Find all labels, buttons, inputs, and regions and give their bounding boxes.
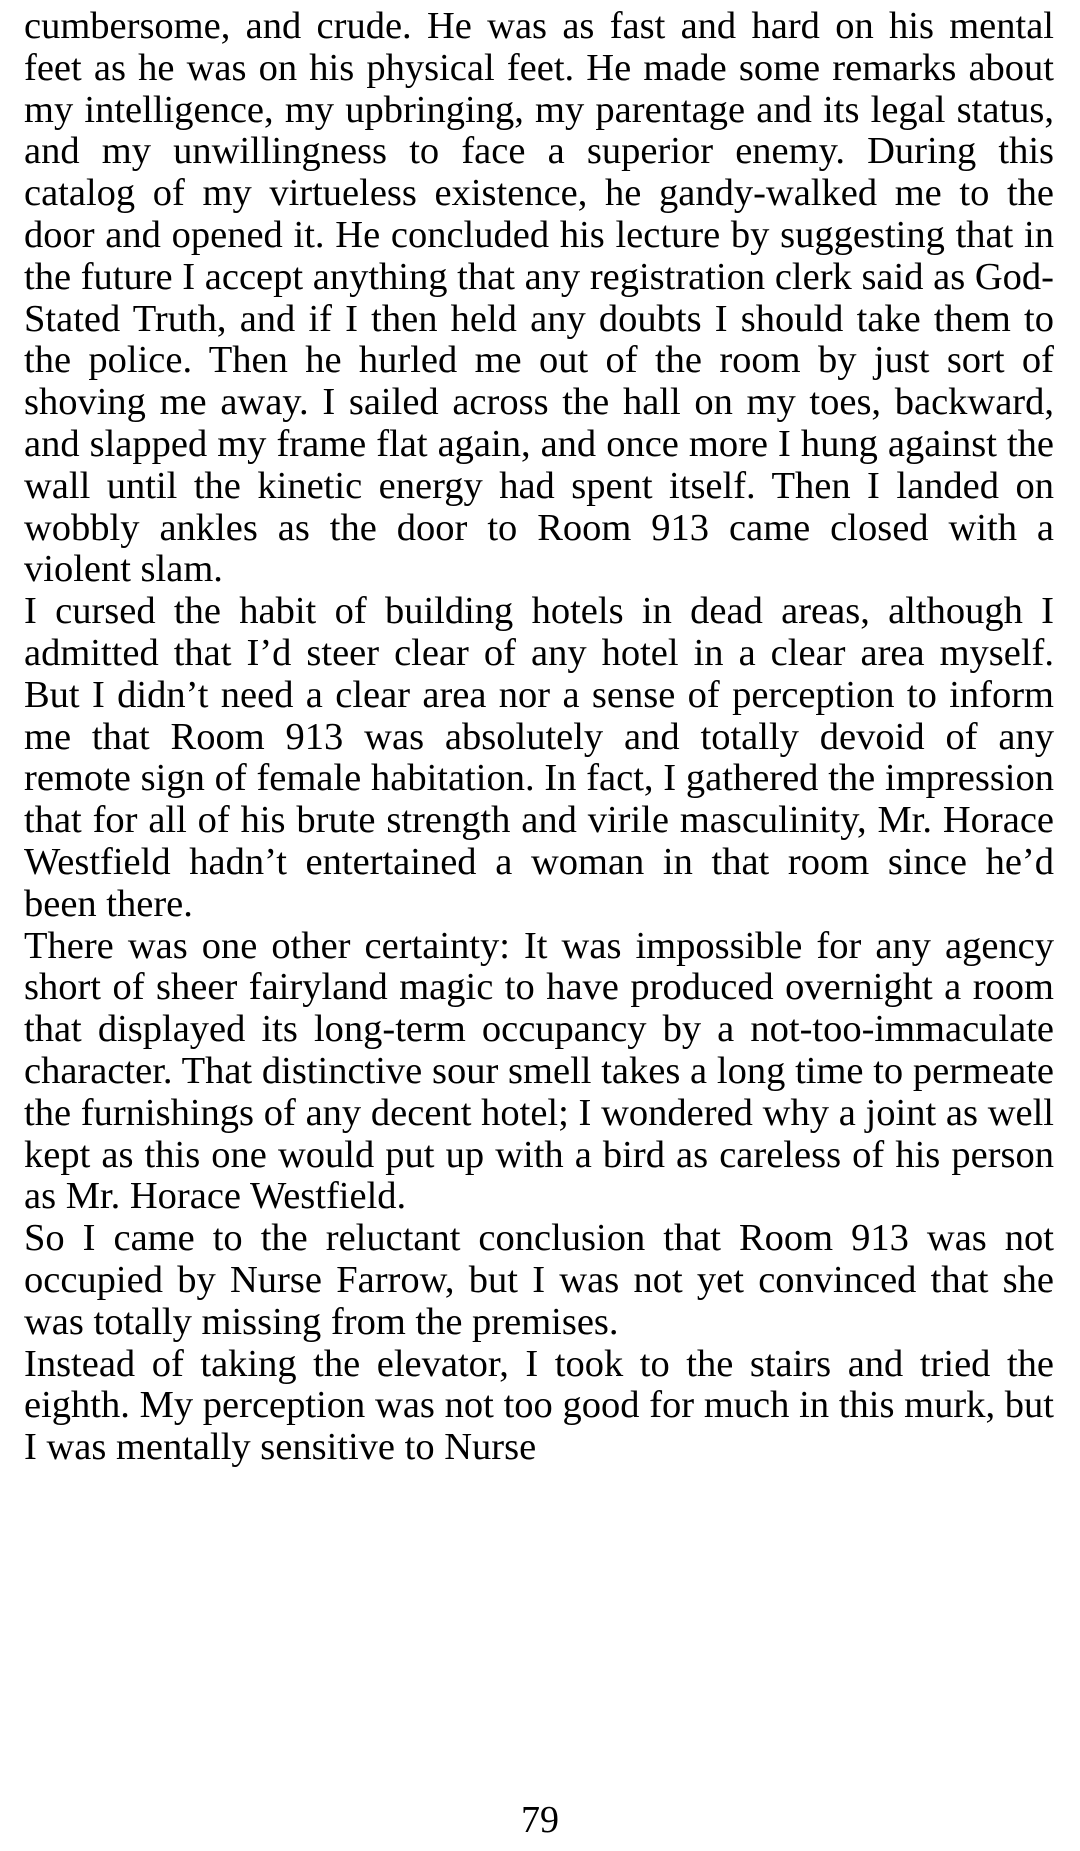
paragraph-4: So I came to the reluctant conclusion that Room 913 was not occupied by Nurse Farrow, but I was not yet convinced that she was totally missing from the premises.	[24, 1217, 1054, 1343]
paragraph-1: cumbersome, and crude. He was as fast and hard on his mental feet as he was on his physical feet. He made some remarks about my intelligence, my upbringing, my parentage and its legal status, and my unwillingness to face a superior enemy. During this catalog of my virtueless existence, he gandy-walked me to the door and opened it. He concluded his lecture by suggesting that in the future I accept anything that any registration clerk said as God-Stated Truth, and if I then held any doubts I should take them to the police. Then he hurled me out of the room by just sort of shoving me away. I sailed across the hall on my toes, backward, and slapped my frame flat again, and once more I hung against the wall until the kinetic energy had spent itself. Then I landed on wobbly ankles as the door to Room 913 came closed with a violent slam.	[24, 5, 1054, 591]
paragraph-2: I cursed the habit of building hotels in dead areas, although I admitted that I’d steer clear of any hotel in a clear area myself. But I didn’t need a clear area nor a sense of perception to inform me that Room 913 was absolutely and totally devoid of any remote sign of female habitation. In fact, I gathered the impression that for all of his brute strength and virile masculinity, Mr. Horace Westfield hadn’t entertained a woman in that room since he’d been there.	[24, 590, 1054, 925]
paragraph-3: There was one other certainty: It was impossible for any agency short of sheer fairyland magic to have produced overnight a room that displayed its long-term occupancy by a not-too-immaculate character. That distinctive sour smell takes a long time to permeate the furnishings of any decent hotel; I wondered why a joint as well kept as this one would put up with a bird as careless of his person as Mr. Horace Westfield.	[24, 924, 1054, 1218]
body-text	[24, 6, 1054, 1469]
page-number: 79	[521, 1799, 559, 1841]
paragraph-5: Instead of taking the elevator, I took to the stairs and tried the eighth. My perception was not too good for much in this murk, but I was mentally sensitive to Nurse	[24, 1342, 1054, 1469]
